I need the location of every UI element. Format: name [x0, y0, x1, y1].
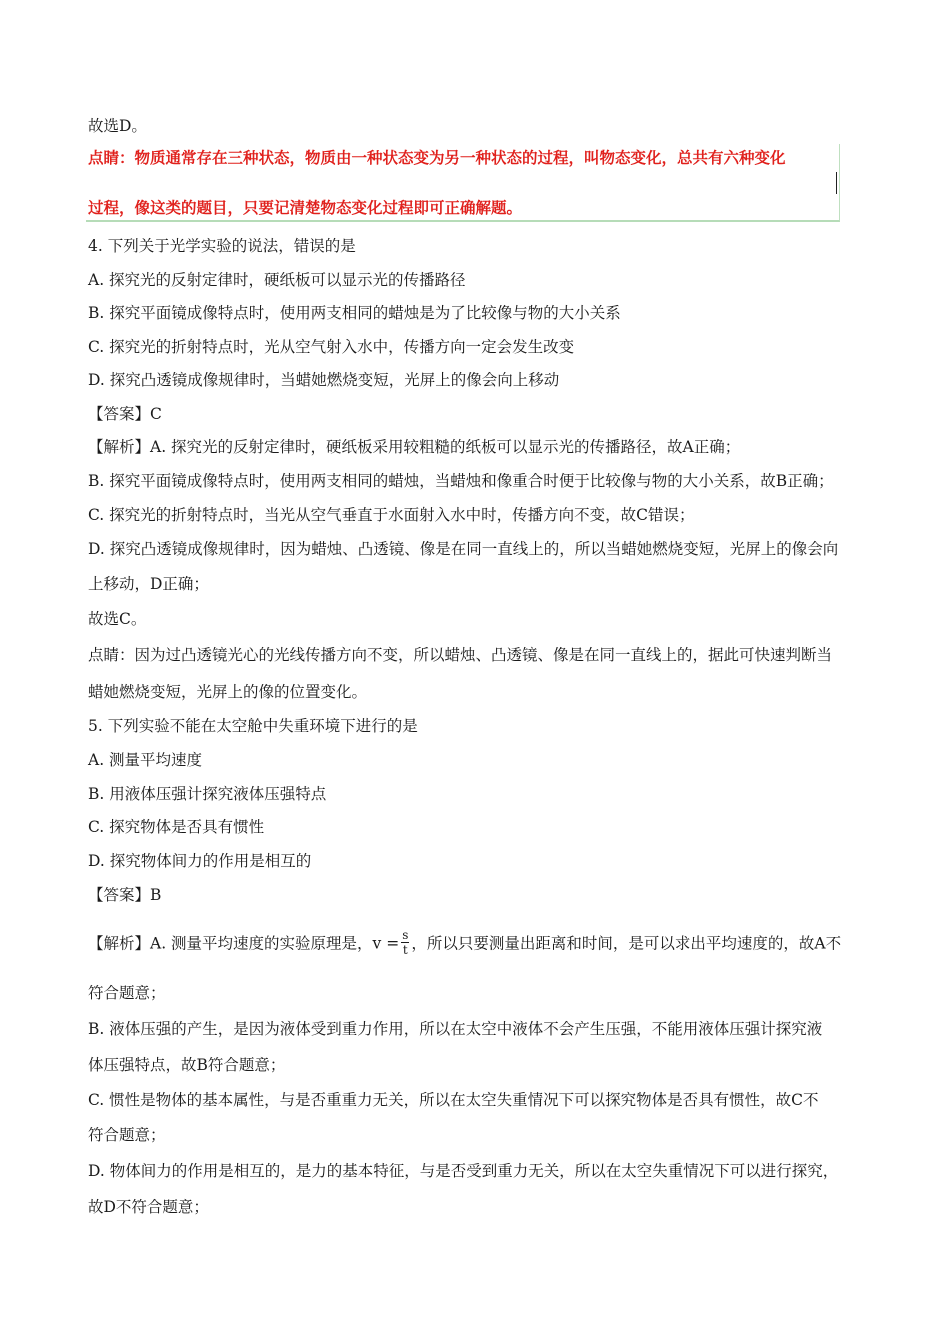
text-cursor: [836, 172, 837, 194]
option-c: C. 探究光的折射特点时，光从空气射入水中，传播方向一定会发生改变: [88, 338, 575, 356]
analysis-line-formula: [88, 930, 841, 959]
tip-line: 点睛：因为过凸透镜光心的光线传播方向不变，所以蜡烛、凸透镜、像是在同一直线上的，据此可快速判断当: [88, 646, 833, 664]
analysis-line: D. 探究凸透镜成像规律时，因为蜡烛、凸透镜、像是在同一直线上的，所以当蜡她燃烧变短，光屏上的像会向: [88, 540, 839, 558]
note-line: 点睛：物质通常存在三种状态，物质由一种状态变为另一种状态的过程，叫物态变化，总共有六种变化: [88, 149, 786, 167]
analysis-text: 【解析】A. 测量平均速度的实验原理是，v =: [88, 934, 400, 953]
tip-line: 蜡她燃烧变短，光屏上的像的位置变化。: [88, 683, 368, 701]
option-d: D. 探究物体间力的作用是相互的: [88, 852, 312, 870]
analysis-line: C. 探究光的折射特点时，当光从空气垂直于水面射入水中时，传播方向不变，故C错误；: [88, 506, 695, 524]
fraction-numerator: s: [402, 928, 409, 942]
analysis-line: B. 探究平面镜成像特点时，使用两支相同的蜡烛，当蜡烛和像重合时便于比较像与物的大小关系，故B正确；: [88, 472, 834, 490]
analysis-line: 体压强特点，故B符合题意；: [88, 1056, 286, 1074]
question-4: 4. 下列关于光学实验的说法，错误的是: [88, 237, 356, 255]
conclusion: 故选C。: [88, 610, 147, 628]
question-5: 5. 下列实验不能在太空舱中失重环境下进行的是: [88, 717, 418, 735]
analysis-line: 上移动，D正确；: [88, 575, 209, 593]
analysis-line: D. 物体间力的作用是相互的，是力的基本特征，与是否受到重力无关，所以在太空失重情况下可以进行探究，: [88, 1162, 839, 1180]
fraction-s-over-t: [401, 928, 409, 957]
analysis-line: C. 惯性是物体的基本属性，与是否重重力无关，所以在太空失重情况下可以探究物体是否具有惯性，故C不: [88, 1091, 819, 1109]
text-line: 故选D。: [88, 117, 147, 135]
option-b: B. 用液体压强计探究液体压强特点: [88, 785, 327, 803]
answer: 【答案】C: [88, 405, 162, 423]
fraction-denominator: t: [402, 943, 408, 957]
answer: 【答案】B: [88, 886, 162, 904]
analysis-line: 故D不符合题意；: [88, 1198, 209, 1216]
option-d: D. 探究凸透镜成像规律时，当蜡她燃烧变短，光屏上的像会向上移动: [88, 371, 560, 389]
option-b: B. 探究平面镜成像特点时，使用两支相同的蜡烛是为了比较像与物的大小关系: [88, 304, 621, 322]
analysis-text: ，所以只要测量出距离和时间，是可以求出平均速度的，故A不: [411, 934, 842, 953]
option-a: A. 探究光的反射定律时，硬纸板可以显示光的传播路径: [88, 271, 466, 289]
option-a: A. 测量平均速度: [88, 751, 203, 769]
option-c: C. 探究物体是否具有惯性: [88, 818, 265, 836]
note-line: 过程，像这类的题目，只要记清楚物态变化过程即可正确解题。: [88, 199, 523, 217]
analysis-line: 【解析】A. 探究光的反射定律时，硬纸板采用较粗糙的纸板可以显示光的传播路径，故A正确；: [88, 438, 741, 456]
analysis-line: 符合题意；: [88, 1126, 166, 1144]
analysis-line: 符合题意；: [88, 984, 166, 1002]
analysis-line: B. 液体压强的产生，是因为液体受到重力作用，所以在太空中液体不会产生压强，不能用液体压强计探究液: [88, 1020, 823, 1038]
